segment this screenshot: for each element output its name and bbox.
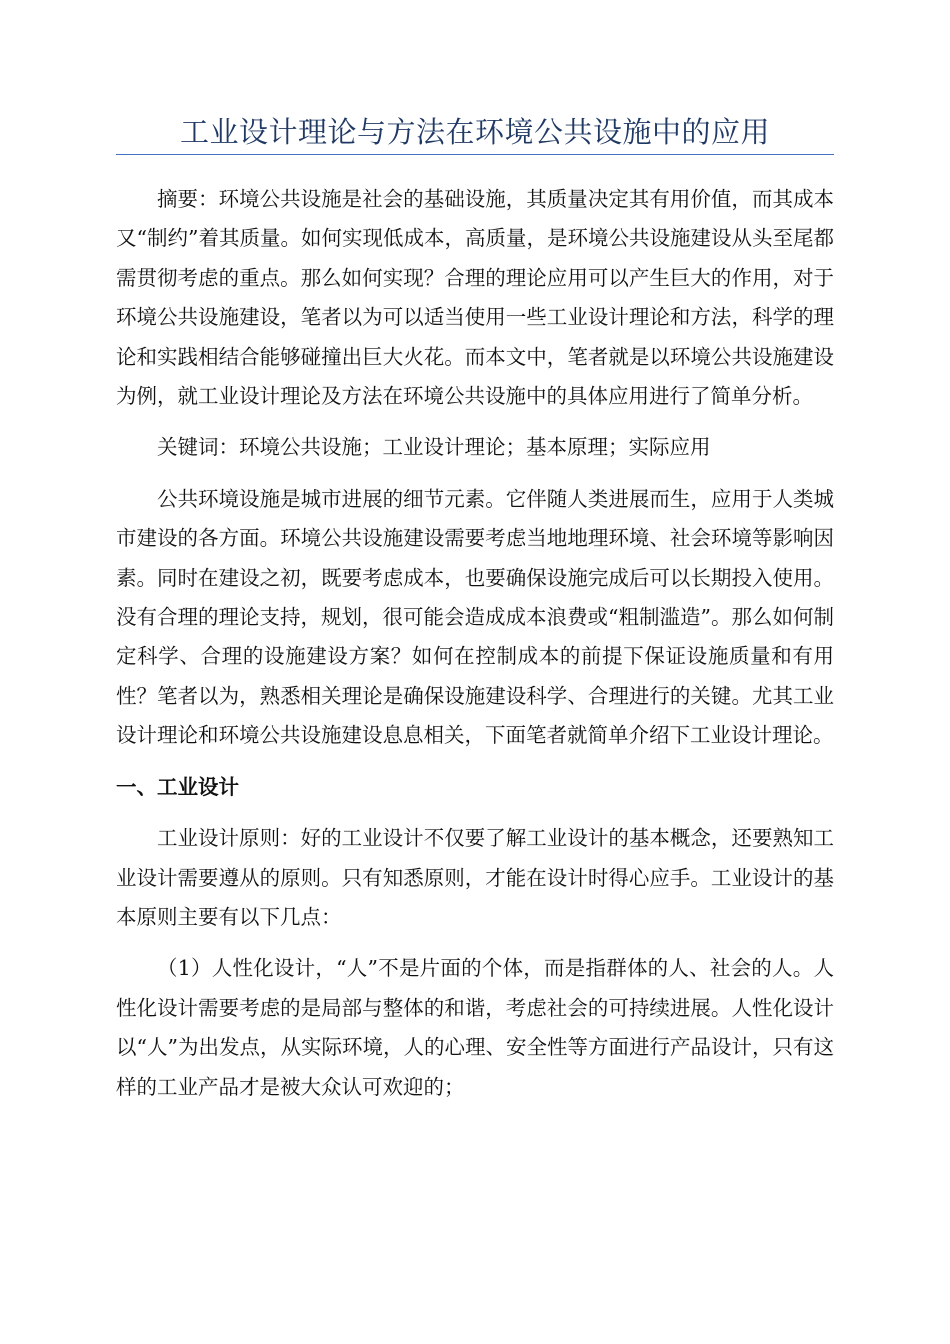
document-title: 工业设计理论与方法在环境公共设施中的应用 bbox=[179, 115, 770, 149]
section-paragraph: （1）人性化设计，“人”不是片面的个体，而是指群体的人、社会的人。人性化设计需要考虑的是局部与整体的和谐，考虑社会的可持续进展。人性化设计以“人”为出发点，从实际环境，人的心理、安全性等方面进行产品设计，只有这样的工业产品才是被大众认可欢迎的； bbox=[116, 956, 834, 1099]
document-body bbox=[116, 180, 834, 1107]
section-paragraph: 工业设计原则：好的工业设计不仅要了解工业设计的基本概念，还要熟知工业设计需要遵从的原则。只有知悉原则，才能在设计时得心应手。工业设计的基本原则主要有以下几点： bbox=[116, 826, 834, 929]
abstract-paragraph: 摘要：环境公共设施是社会的基础设施，其质量决定其有用价值，而其成本又“制约”着其质量。如何实现低成本，高质量，是环境公共设施建设从头至尾都需贯彻考虑的重点。那么如何实现？合理的理论应用可以产生巨大的作用，对于环境公共设施建设，笔者以为可以适当使用一些工业设计理论和方法，科学的理论和实践相结合能够碰撞出巨大火花。而本文中，笔者就是以环境公共设施建设为例，就工业设计理论及方法在环境公共设施中的具体应用进行了简单分析。 bbox=[116, 187, 834, 409]
paragraph-gap bbox=[116, 756, 834, 768]
intro-paragraph: 公共环境设施是城市进展的细节元素。它伴随人类进展而生，应用于人类城市建设的各方面。环境公共设施建设需要考虑当地地理环境、社会环境等影响因素。同时在建设之初，既要考虑成本，也要确保设施完成后可以长期投入使用。没有合理的理论支持，规划，很可能会造成成本浪费或“粗制滥造”。那么如何制定科学、合理的设施建设方案？如何在控制成本的前提下保证设施质量和有用性？笔者以为，熟悉相关理论是确保设施建设科学、合理进行的关键。尤其工业设计理论和环境公共设施建设息息相关，下面笔者就简单介绍下工业设计理论。 bbox=[116, 486, 834, 748]
paragraph-gap bbox=[116, 807, 834, 819]
paragraph-gap bbox=[116, 937, 834, 949]
paragraph-gap bbox=[116, 468, 834, 480]
title-underline bbox=[116, 154, 834, 155]
paragraph-gap bbox=[116, 416, 834, 428]
section-heading: 一、工业设计 bbox=[116, 774, 239, 799]
keywords-paragraph: 关键词：环境公共设施；工业设计理论；基本原理；实际应用 bbox=[157, 435, 711, 460]
